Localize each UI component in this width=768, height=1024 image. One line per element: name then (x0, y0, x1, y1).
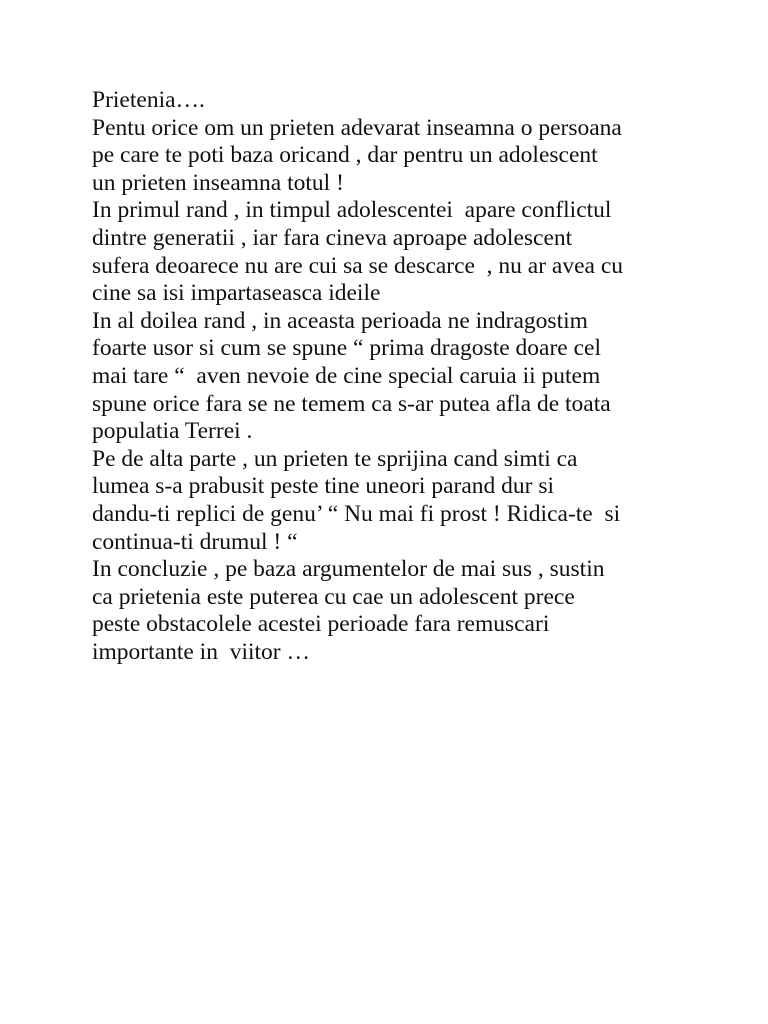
text-line: dintre generatii , iar fara cineva aproape adolescent (92, 224, 573, 251)
text-line: In al doilea rand , in aceasta perioada ne indragostim (92, 307, 588, 334)
text-line: populatia Terrei . (92, 418, 253, 445)
text-line: pe care te poti baza oricand , dar pentru un adolescent (92, 142, 598, 169)
text-line: mai tare “ aven nevoie de cine special caruia ii putem (92, 362, 601, 389)
essay-text (92, 87, 732, 666)
text-line: In primul rand , in timpul adolescentei apare conflictul (92, 197, 612, 224)
text-line: continua-ti drumul ! “ (92, 528, 298, 555)
text-line: dandu-ti replici de genu’ “ Nu mai fi prost ! Ridica-te si (92, 500, 621, 527)
text-line: spune orice fara se ne temem ca s-ar putea afla de toata (92, 390, 611, 417)
text-line: foarte usor si cum se spune “ prima dragoste doare cel (92, 335, 601, 362)
essay-title: Prietenia…. (92, 87, 205, 113)
text-line: importante in viitor … (92, 638, 310, 665)
text-line: cine sa isi impartaseasca ideile (92, 280, 381, 307)
text-line: In concluzie , pe baza argumentelor de mai sus , sustin (92, 556, 605, 583)
text-line: sufera deoarece nu are cui sa se descarce , nu ar avea cu (92, 252, 624, 279)
text-line: peste obstacolele acestei perioade fara remuscari (92, 611, 550, 638)
text-line: ca prietenia este puterea cu cae un adolescent prece (92, 583, 575, 610)
text-line: un prieten inseamna totul ! (92, 169, 344, 196)
text-line: Pe de alta parte , un prieten te sprijina cand simti ca (92, 445, 578, 472)
text-line: lumea s-a prabusit peste tine uneori parand dur si (92, 473, 555, 500)
text-line: Pentu orice om un prieten adevarat inseamna o persoana (92, 114, 622, 141)
